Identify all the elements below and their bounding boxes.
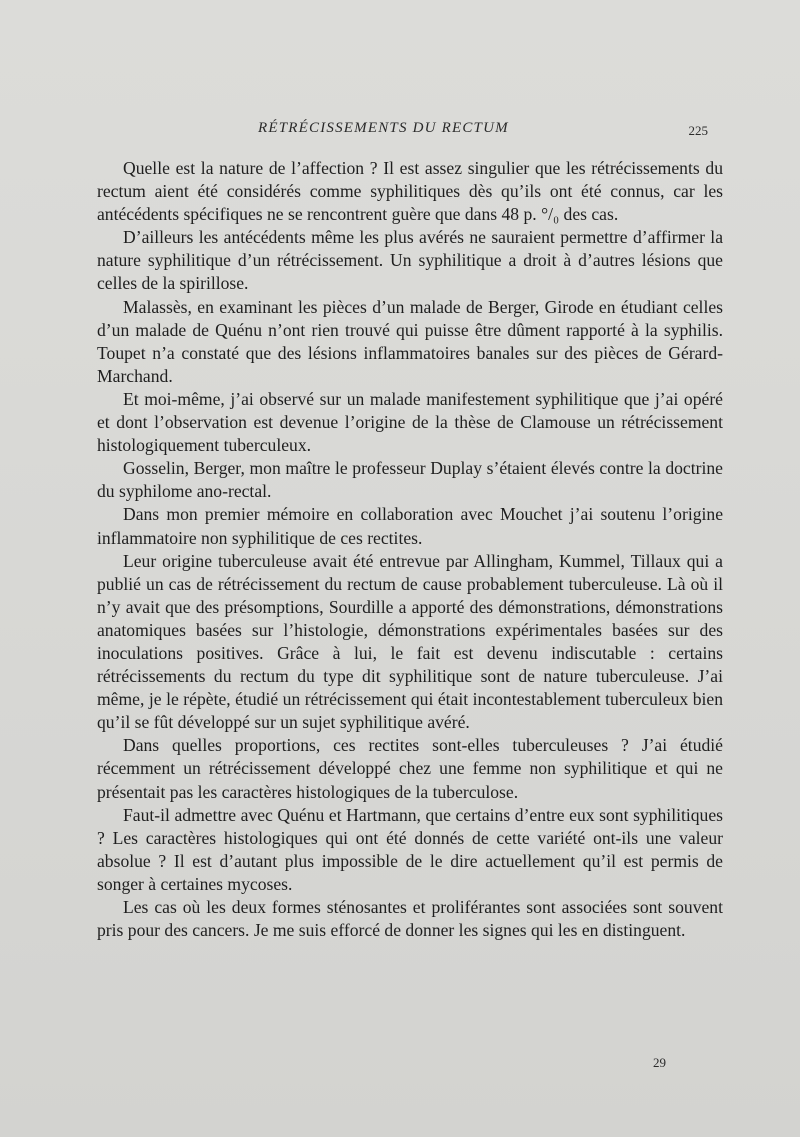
paragraph: Malassès, en examinant les pièces d’un malade de Berger, Girode en étudiant celles d’un malade de Quénu n’ont rien trouvé qui puisse être dûment rapporté à la syphilis. Toupet n’a constaté que des lésions inflammatoires banales sur des pièces de Gérard-Marchand. (97, 296, 723, 386)
paragraph: Les cas où les deux formes sténosantes et proliférantes sont associées sont souvent pris pour des cancers. Je me suis efforcé de donner les signes qui les en distinguent. (97, 897, 723, 941)
signature-mark: 29 (653, 1055, 666, 1070)
paragraph: Gosselin, Berger, mon maître le professeur Duplay s’étaient élevés contre la doctrine du syphilome ano-rectal. (97, 458, 723, 502)
body-text (97, 157, 723, 942)
paragraph: Dans mon premier mémoire en collaboration avec Mouchet j’ai soutenu l’origine inflammatoire non syphilitique de ces rectites. (97, 504, 723, 548)
paragraph: D’ailleurs les antécédents même les plus avérés ne sauraient permettre d’affirmer la nature syphilitique d’un rétrécissement. Un syphilitique a droit à d’autres lésions que celles de la spirillose. (97, 227, 723, 294)
paragraph: Et moi-même, j’ai observé sur un malade manifestement syphilitique que j’ai opéré et dont l’observation est devenue l’origine de la thèse de Clamouse un rétrécissement histologiquement tuberculeux. (97, 388, 723, 456)
page-number: 225 (688, 123, 708, 138)
paragraph: Dans quelles proportions, ces rectites sont-elles tuberculeuses ? J’ai étudié récemment un rétrécissement développé chez une femme non syphilitique et qui ne présentait pas les caractères histologiques de la tuberculose. (97, 735, 723, 802)
paragraph: Quelle est la nature de l’affection ? Il est assez singulier que les rétrécissements du rectum aient été considérés comme syphilitiques dès qu’ils ont été connus, car les antécédents spécifiques ne se rencontrent guère que dans 48 p. °/₀ des cas. (97, 158, 723, 225)
running-head (0, 120, 800, 142)
paragraph: Leur origine tuberculeuse avait été entrevue par Allingham, Kummel, Tillaux qui a publié un cas de rétrécissement du rectum de cause probablement tuberculeuse. Là où il n’y avait que des présomptions, Sourdille a apporté des démonstrations, démonstrations anatomiques basées sur l’histologie, démonstrations expérimentales basées sur des inoculations positives. Grâce à lui, le fait est devenu indiscutable : certains rétrécissements du rectum du type dit syphilitique sont de nature tuberculeuse. J’ai même, je le répète, étudié un rétrécissement qui était incontestablement tuberculeux bien qu’il se fût développé sur un sujet syphilitique avéré. (97, 550, 723, 733)
paragraph: Faut-il admettre avec Quénu et Hartmann, que certains d’entre eux sont syphilitiques ? Les caractères histologiques qui ont été donnés de cette variété ont-ils une valeur absolue ? Il est d’autant plus impossible de le dire actuellement qu’il est permis de songer à certaines mycoses. (97, 804, 723, 894)
running-title: RÉTRÉCISSEMENTS DU RECTUM (258, 120, 509, 136)
